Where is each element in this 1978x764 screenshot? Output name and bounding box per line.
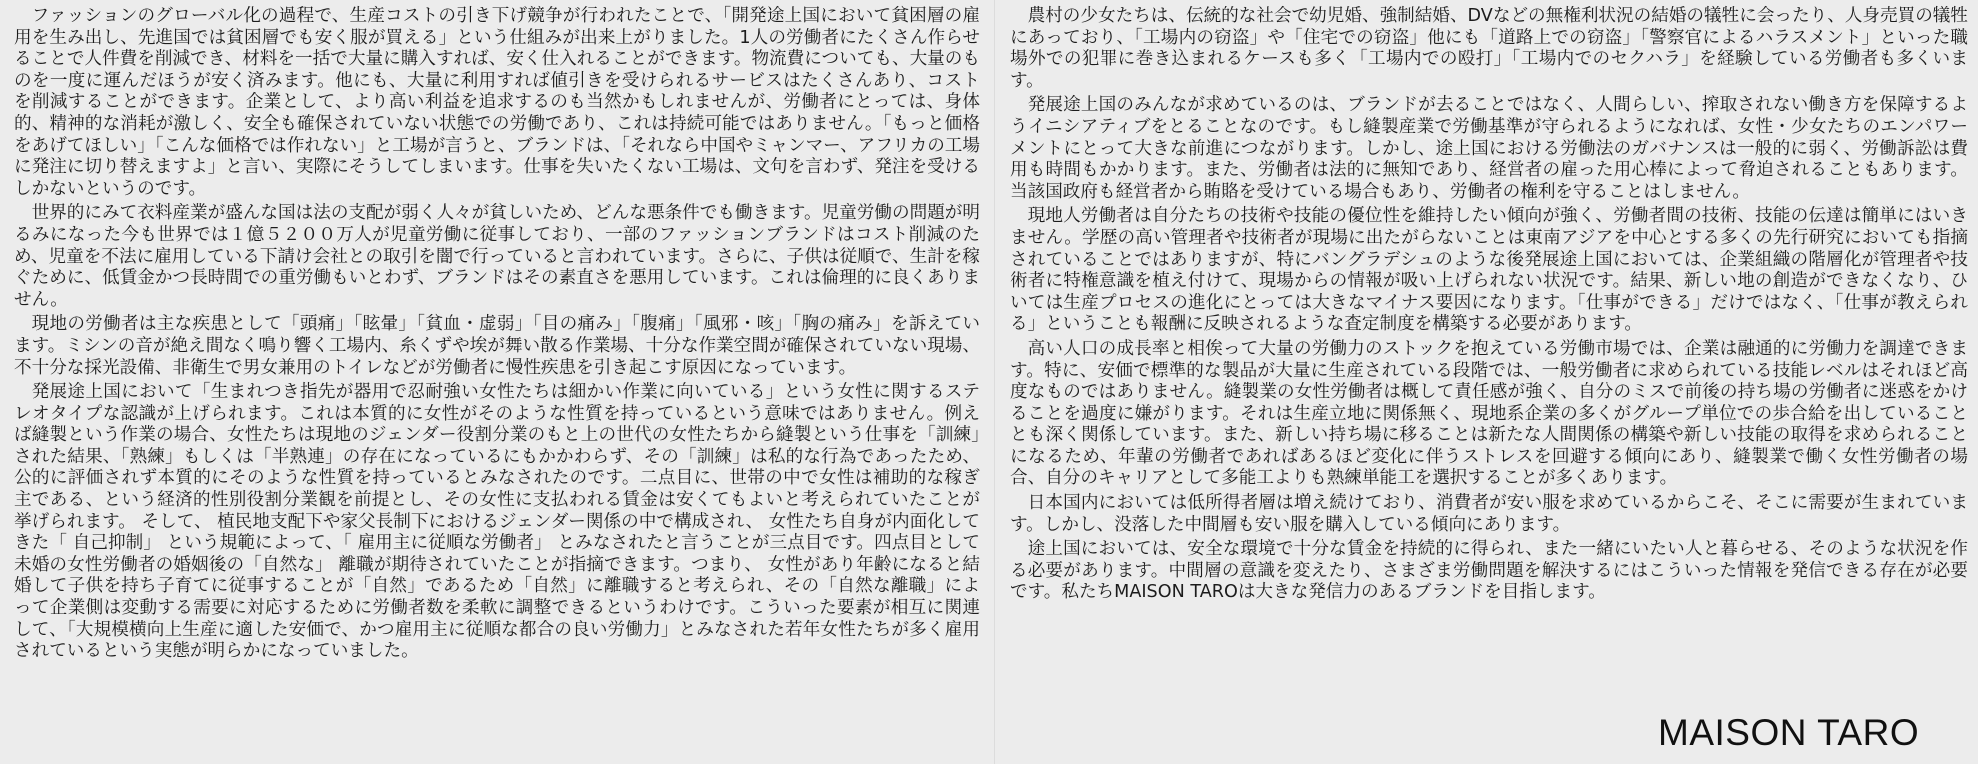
column-divider (994, 0, 995, 764)
paragraph-labor-standards: 発展途上国のみんなが求めているのは、ブランドが去ることではなく、人間らしい、搾取されない働き方を保障するようイニシアティブをとることなのです。もし縫製産業で労働基準が守られるようになれば、女性・少女たちのエンパワーメントにとって大きな前進につながります。しかし、途上国における労働法のガバナンスは一般的に弱く、労働訴訟は費用も時間もかかります。また、労働者は法的に無知であり、経営者の雇った用心棒によって脅迫されることもあります。当該国政府も経営者から賄賂を受けている場合もあり、労働者の権利を守ることはしません。 (1010, 95, 1968, 202)
paragraph-labor-market: 高い人口の成長率と相俟って大量の労働力のストックを抱えている労働市場では、企業は融通的に労働力を調達できます。特に、安価で標準的な製品が大量に生産されている段階では、一般労働者に求められている技能レベルはそれほど高度なものではありません。縫製業の女性労働者は概して責任感が強く、自分のミスで前後の持ち場の労働者に迷惑をかけることを過度に嫌がります。それは生産立地に関係無く、現地系企業の多くがグループ単位での歩合給を出していることとも深く関係しています。また、新しい持ち場に移ることは新たな人間関係の構築や新しい技能の取得を求められることになるため、年輩の労働者であればあるほど変化に伴うストレスを回避する傾向にあり、縫製業で働く女性労働者の場合、自分のキャリアとして多能工よりも熟練単能工を選択することが多くあります。 (1010, 338, 1968, 489)
paragraph-skill-transfer: 現地人労働者は自分たちの技術や技能の優位性を維持したい傾向が強く、労働者間の技術、技能の伝達は簡単にはいきません。学歴の高い管理者や技術者が現場に出たがらないことは東南アジアを中心とする多くの先行研究においても指摘されていることではありますが、特にバングラデシュのような後発展途上国においては、企業組織の階層化が管理者や技術者に特権意識を植え付けて、現場からの情報が吸い上げられない状況です。結果、新しい地の創造ができなくなり、ひいては生産プロセスの進化にとっては大きなマイナス要因になります。「仕事ができる」だけではなく、「仕事が教えられる」ということも報酬に反映されるような査定制度を構築する必要があります。 (1010, 206, 1968, 335)
paragraph-rural-girls: 農村の少女たちは、伝統的な社会で幼児婚、強制結婚、DVなどの無権利状況の結婚の犠牲に会ったり、人身売買の犠牲にあっており、「工場内の窃盗」や「住宅での窃盗」他にも「道路上での窃盗」「警察官によるハラスメント」といった職場外での犯罪に巻き込まれるケースも多く「工場内での殴打」「工場内でのセクハラ」を経験している労働者も多くいます。 (1010, 6, 1968, 91)
right-text-column (1010, 6, 1968, 607)
paragraph-japan-demand: 日本国内においては低所得者層は増え続けており、消費者が安い服を求めているからこそ、そこに需要が生まれています。しかし、没落した中間層も安い服を購入している傾向にあります。 (1010, 493, 1968, 535)
paragraph-gender-stereotype: 発展途上国において「生まれつき指先が器用で忍耐強い女性たちは細かい作業に向いている」という女性に関するステレオタイプな認識が上げられます。これは本質的に女性がそのような性質を持っているという意味ではありません。例えば縫製という作業の場合、女性たちは現地のジェンダー役割分業のもと上の世代の女性たちから縫製という仕事を「訓練」された結果、「熟練」もしくは「半熟連」の存在になっているにもかかわらず、その「訓練」は私的な行為であったため、公的に評価されず本質的にそのような性質を持っているとみなされたのです。二点目に、世帯の中で女性は補助的な稼ぎ主である、という経済的性別役割分業観を前提とし、その女性に支払われる賃金は安くてもよいと考えられていたことが挙げられます。 そして、 植民地支配下や家父長制下におけるジェンダー関係の中で構成され、 女性たち自身が内面化してきた「 自己抑制」 という規範によって、「 雇用主に従順な労働者」 とみなされたと言うことが三点目です。四点目として未婚の女性労働者の婚姻後の「自然な」 離職が期待されていたことが指摘できます。つまり、 女性があり年齢になると結婚して子供を持ち子育てに従事することが「自然」であるため「自然」に離職すると考えられ、その「自然な離職」によって企業側は変動する需要に対応するために労働者数を柔軟に調整できるというわけです。こういった要素が相互に関連して、「大規模横向上生産に適した安価で、かつ雇用主に従順な都合の良い労働力」とみなされた若年女性たちが多く雇用されているという実態が明らかになっていました。 (14, 382, 980, 662)
paragraph-child-labor: 世界的にみて衣料産業が盛んな国は法の支配が弱く人々が貧しいため、どんな悪条件でも働きます。児童労働の問題が明るみになった今も世界では１億５２００万人が児童労働に従事しており、一部のファッションブランドはコスト削減のため、児童を不法に雇用している下請け会社との取引を闇で行っていると言われています。さらに、子供は従順で、生計を稼ぐために、低賃金かつ長時間での重労働もいとわず、ブランドはその素直さを悪用しています。これは倫理的に良くありません。 (14, 203, 980, 310)
brand-logo-text: MAISON TARO (1658, 712, 1920, 753)
paragraph-brand-mission: 途上国においては、安全な環境で十分な賃金を持続的に得られ、また一緒にいたい人と暮らせる、そのような状況を作る必要があります。中間層の意識を変えたり、さまざま労働問題を解決するにはこういった情報を発信できる存在が必要です。私たちMAISON TAROは大きな発信力のあるブランドを目指します。 (1010, 539, 1968, 603)
left-text-column (14, 6, 980, 666)
paragraph-globalization-cost: ファッションのグローバル化の過程で、生産コストの引き下げ競争が行われたことで、「開発途上国において貧困層の雇用を生み出し、先進国では貧困層でも安く服が買える」という仕組みが出来上がりました。1人の労働者にたくさん作らせることで人件費を削減でき、材料を一括で大量に購入すれば、安く仕入れることができます。物流費についても、大量のものを一度に運んだほうが安く済みます。他にも、大量に利用すれば値引きを受けられるサービスはたくさんあり、コストを削減することができます。企業として、より高い利益を追求するのも当然かもしれませんが、労働者にとっては、身体的、精神的な消耗が激しく、安全も確保されていない状態での労働であり、これは持続可能ではありません。「もっと価格をあげてほしい」「こんな価格では作れない」と工場が言うと、ブランドは、「それなら中国やミャンマー、アフリカの工場に発注に切り替えますよ」と言い、実際にそうしてしまいます。仕事を失いたくない工場は、文句を言わず、発注を受けるしかないというのです。 (14, 6, 980, 199)
paragraph-worker-illness: 現地の労働者は主な疾患として「頭痛」「眩暈」「貧血・虚弱」「目の痛み」「腹痛」「風邪・咳」「胸の痛み」を訴えています。ミシンの音が絶え間なく鳴り響く工場内、糸くずや埃が舞い散る作業場、十分な作業空間が確保されていない現場、不十分な採光設備、非衛生で男女兼用のトイレなどが労働者に慢性疾患を引き起こす原因になっています。 (14, 314, 980, 378)
